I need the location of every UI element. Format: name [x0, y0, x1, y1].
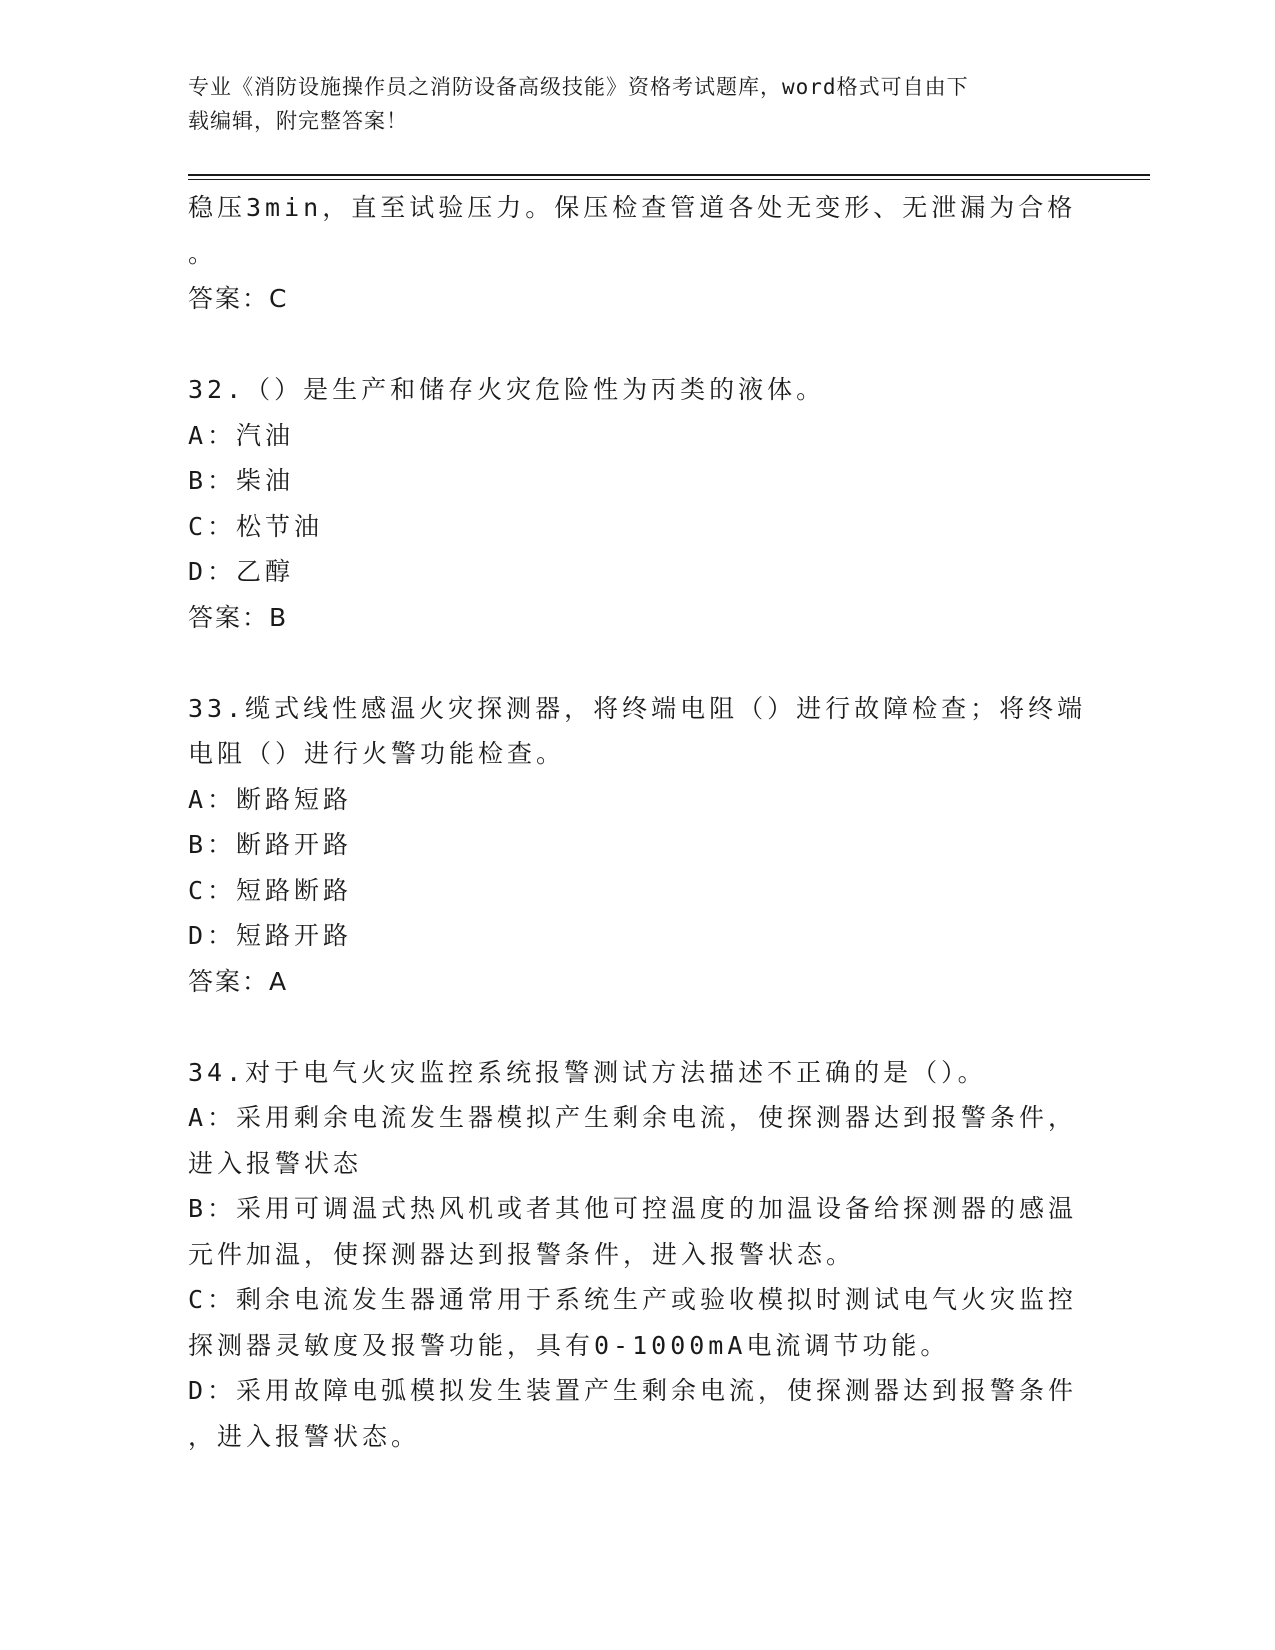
spacer: [188, 1004, 1088, 1050]
option-d-continued: ，进入报警状态。: [188, 1421, 421, 1451]
answer-text: 答案：C: [188, 284, 289, 313]
header-line-2: 载编辑，附完整答案！: [188, 109, 408, 133]
option-d: D：采用故障电弧模拟发生装置产生剩余电流，使探测器达到报警条件: [188, 1376, 1078, 1405]
option-a: A：汽油: [188, 420, 295, 450]
option-c: C：剩余电流发生器通常用于系统生产或验收模拟时测试电气火灾监控: [188, 1285, 1078, 1314]
option-d: D：短路开路: [188, 921, 353, 950]
question-33: [188, 686, 1088, 1005]
option-d: D：乙醇: [188, 557, 295, 586]
option-b: B：断路开路: [188, 830, 353, 859]
header-rule-thick: [188, 174, 1150, 176]
continuation-line-1: 稳压3min，直至试验压力。保压检查管道各处无变形、无泄漏为合格: [188, 193, 1077, 222]
question-34: [188, 1050, 1088, 1460]
option-b: B：采用可调温式热风机或者其他可控温度的加温设备给探测器的感温: [188, 1194, 1078, 1223]
continuation-block: [188, 185, 1088, 322]
question-stem: 33.缆式线性感温火灾探测器，将终端电阻（）进行故障检查；将终端: [188, 693, 1087, 723]
question-32: [188, 367, 1088, 640]
question-stem: 34.对于电气火灾监控系统报警测试方法描述不正确的是（）。: [188, 1057, 987, 1087]
answer-text: 答案：B: [188, 602, 289, 632]
question-stem-continued: 电阻（）进行火警功能检查。: [188, 739, 566, 768]
option-a: A：断路短路: [188, 784, 353, 814]
question-stem: 32.（）是生产和储存火灾危险性为丙类的液体。: [188, 375, 826, 404]
document-header: [188, 70, 1068, 138]
spacer: [188, 640, 1088, 686]
header-rule-thin: [188, 179, 1150, 180]
answer-text: 答案：A: [188, 966, 289, 996]
continuation-line-2: 。: [188, 238, 218, 268]
option-c: C：短路断路: [188, 875, 353, 905]
option-a-continued: 进入报警状态: [188, 1148, 363, 1178]
document-body: [188, 185, 1088, 1459]
option-b-continued: 元件加温，使探测器达到报警条件，进入报警状态。: [188, 1239, 856, 1269]
option-c: C：松节油: [188, 511, 324, 541]
document-page: [188, 70, 1148, 1459]
spacer: [188, 322, 1088, 368]
option-a: A：采用剩余电流发生器模拟产生剩余电流，使探测器达到报警条件，: [188, 1103, 1078, 1132]
option-b: B：柴油: [188, 466, 295, 495]
header-line-1: 专业《消防设施操作员之消防设备高级技能》资格考试题库，word格式可自由下: [188, 75, 969, 99]
option-c-continued: 探测器灵敏度及报警功能，具有0-1000mA电流调节功能。: [188, 1330, 950, 1360]
